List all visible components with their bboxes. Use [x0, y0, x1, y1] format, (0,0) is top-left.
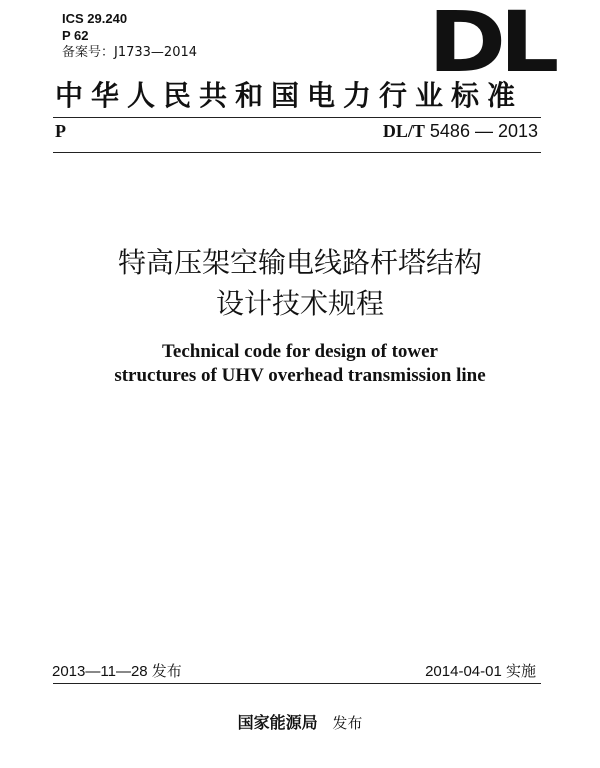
divider-bottom — [53, 683, 541, 684]
divider-top — [53, 117, 541, 118]
title-en-line1: Technical code for design of tower — [161, 341, 438, 362]
filing-number: 备案号：J1733—2014 — [62, 45, 198, 60]
issue-date: 2013—11—28 发布 — [52, 663, 182, 680]
category-code: P 62 — [62, 28, 89, 43]
issuer-organization: 国家能源局 — [237, 713, 318, 732]
standard-number — [383, 121, 538, 142]
classification: P — [55, 121, 66, 141]
standard-title: 中华人民共和国电力行业标准 — [55, 79, 524, 112]
title-cn-line1: 特高压架空输电线路杆塔结构 — [117, 246, 482, 279]
ics-code: ICS 29.240 — [62, 11, 128, 26]
implementation-date: 2014-04-01 实施 — [425, 663, 536, 680]
standard-number-prefix: DL/T — [382, 121, 425, 141]
title-cn-line2: 设计技术规程 — [215, 287, 384, 320]
dl-logo: DL — [428, 0, 553, 91]
title-en-line2: structures of UHV overhead transmission line — [114, 365, 486, 386]
standard-number-value: 5486 — 2013 — [429, 121, 538, 141]
issuer — [0, 710, 600, 733]
cover-metadata — [62, 10, 197, 61]
divider-mid — [53, 152, 541, 153]
issuer-action: 发布 — [332, 714, 363, 732]
